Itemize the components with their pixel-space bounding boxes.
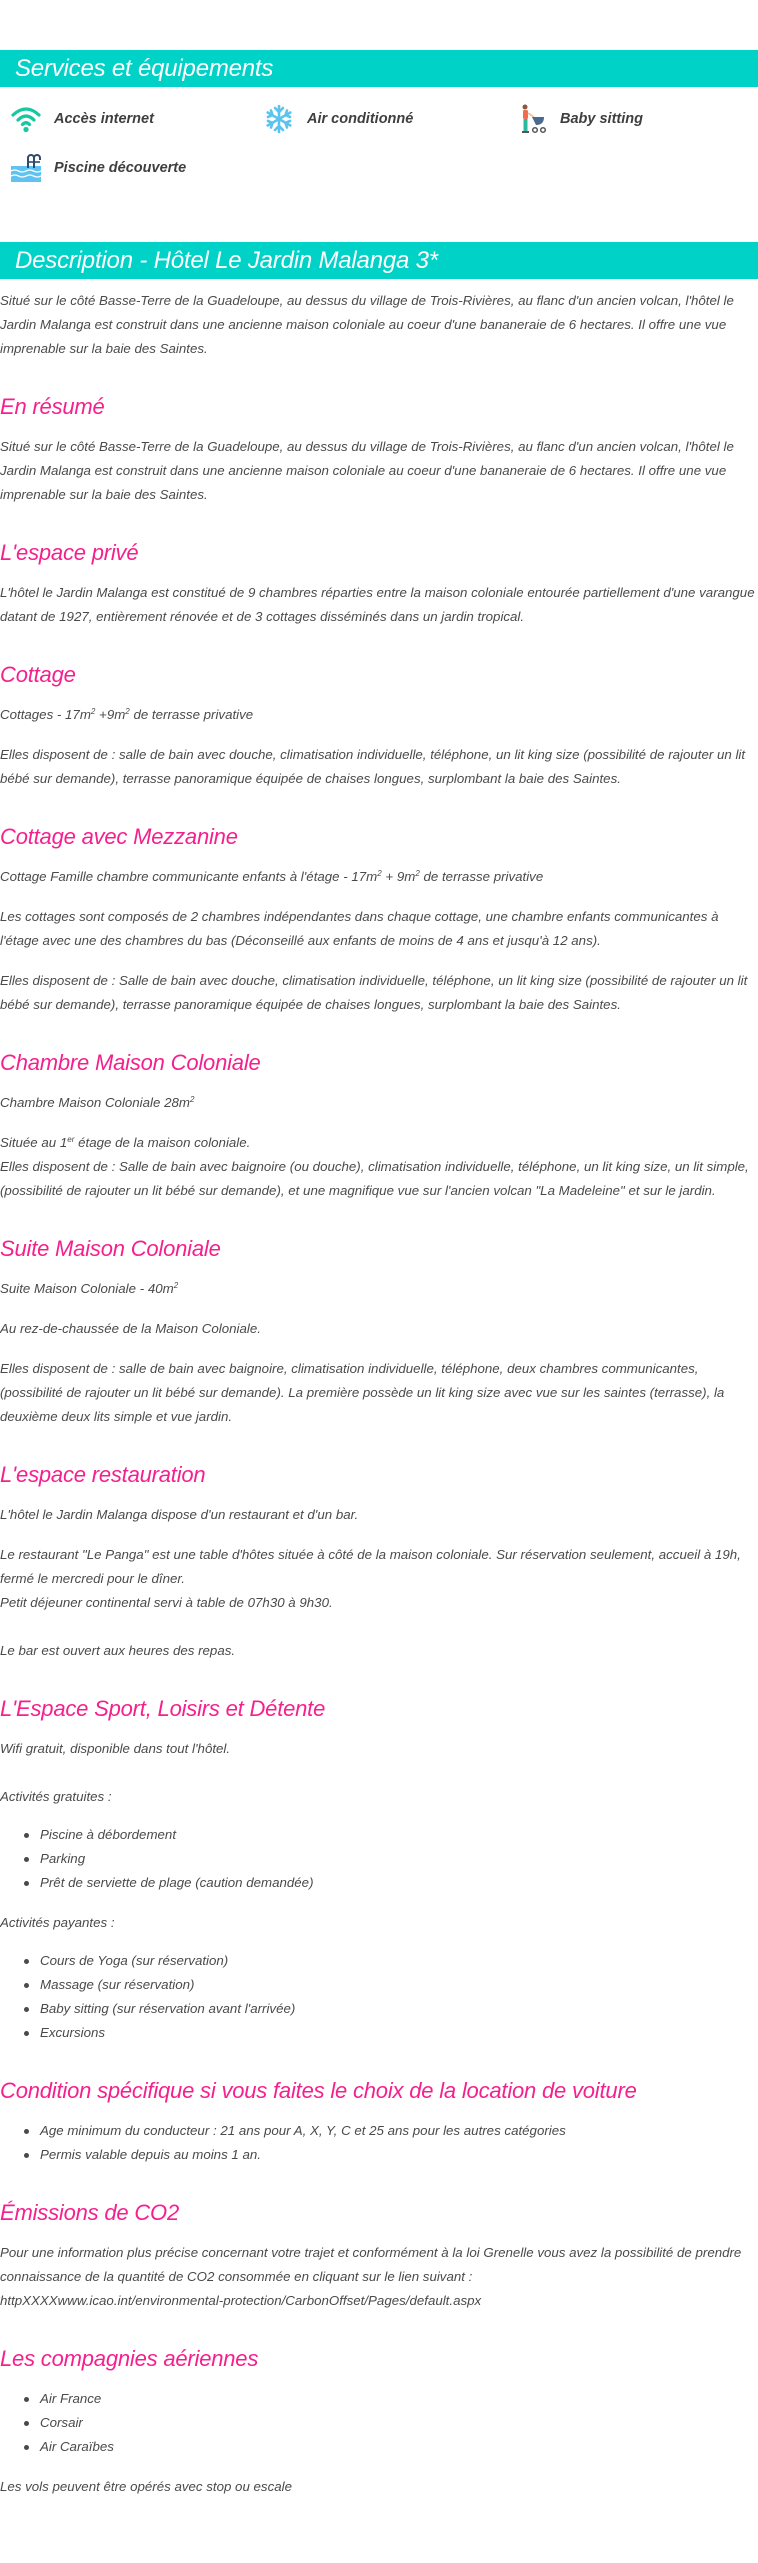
section-title-cottage-mezzanine: Cottage avec Mezzanine <box>0 824 238 849</box>
description-band: Description - Hôtel Le Jardin Malanga 3* <box>0 242 758 279</box>
list-item: Baby sitting (sur réservation avant l'arrivée) <box>24 1997 758 2021</box>
section-title-compagnies: Les compagnies aériennes <box>0 2346 259 2371</box>
description-content <box>0 289 758 2499</box>
services-grid <box>0 87 758 201</box>
compagnies-list <box>24 2387 758 2459</box>
service-baby-sitting <box>516 103 746 135</box>
snowflake-icon <box>263 103 295 135</box>
service-label: Baby sitting <box>560 111 643 127</box>
restauration-text3: Le bar est ouvert aux heures des repas. <box>0 1643 236 1658</box>
list-item: Parking <box>24 1847 758 1871</box>
sport-free-list <box>24 1823 758 1895</box>
list-item: Corsair <box>24 2411 758 2435</box>
service-label: Air conditionné <box>307 111 414 127</box>
cottage-mezzanine-text2: Elles disposent de : Salle de bain avec douche, climatisation individuelle, téléphone, un lit king size (possibilité de rajouter un lit bébé sur demande), terrasse panoramique équipée de chaises longues, surplombant la baie des Saintes. <box>0 973 748 1012</box>
service-label: Accès internet <box>54 111 154 127</box>
section-title-chambre-coloniale: Chambre Maison Coloniale <box>0 1050 261 1075</box>
restauration-text2a: Le restaurant "Le Panga" est une table d'hôtes située à côté de la maison coloniale. Sur réservation seulement, accueil à 19h, fermé le mercredi pour le dîner. <box>0 1547 741 1586</box>
list-item: Air France <box>24 2387 758 2411</box>
chambre-coloniale-size: Chambre Maison Coloniale $28m^2$ <box>0 1095 195 1110</box>
list-item: Permis valable depuis au moins 1 an. <box>24 2143 758 2167</box>
restauration-text2b: Petit déjeuner continental servi à table de 07h30 à 9h30. <box>0 1595 333 1610</box>
list-item: Piscine à débordement <box>24 1823 758 1847</box>
cottage-mezzanine-size: Cottage Famille chambre communicante enfants à l'étage - $17m^2 + 9m^2$ de terrasse privative <box>0 869 544 884</box>
location-voiture-list <box>24 2119 758 2167</box>
wifi-icon <box>10 103 42 135</box>
chambre-coloniale-text: Elles disposent de : Salle de bain avec baignoire (ou douche), climatisation individuelle, téléphone, un lit king size, un lit simple, (possibilité de rajouter un lit bébé sur demande), et une magnifique vue sur l'ancien volcan "La Madeleine" et sur le jardin. <box>0 1159 749 1198</box>
section-title-suite-coloniale: Suite Maison Coloniale <box>0 1236 221 1261</box>
section-title-restauration: L'espace restauration <box>0 1462 206 1487</box>
section-title-sport: L'Espace Sport, Loisirs et Détente <box>0 1696 326 1721</box>
sport-wifi: Wifi gratuit, disponible dans tout l'hôtel. <box>0 1741 231 1756</box>
services-band: Services et équipements <box>0 50 758 87</box>
cottage-mezzanine-text1: Les cottages sont composés de 2 chambres indépendantes dans chaque cottage, une chambre enfants communicantes à l'étage avec une des chambres du bas (Déconseillé aux enfants de moins de 4 ans et jusqu'à 12 ans). <box>0 909 719 948</box>
section-title-cottage: Cottage <box>0 662 76 687</box>
restauration-text1: L'hôtel le Jardin Malanga dispose d'un restaurant et d'un bar. <box>0 1507 359 1522</box>
section-title-resume: En résumé <box>0 394 105 419</box>
sport-paid-label: Activités payantes : <box>0 1915 115 1930</box>
resume-text: Situé sur le côté Basse-Terre de la Guadeloupe, au dessus du village de Trois-Rivières, au flanc d'un ancien volcan, l'hôtel le Jardin Malanga est construit dans une ancienne maison coloniale au coeur d'une bananeraie de 6 hectares. Il offre une vue imprenable sur la baie des Saintes. <box>0 439 734 502</box>
stroller-icon <box>516 103 548 135</box>
co2-text: Pour une information plus précise concernant votre trajet et conformément à la loi Grenelle vous avez la possibilité de prendre connaissance de la quantité de CO2 consommée en cliquant sur le lien suivant : <box>0 2245 742 2284</box>
list-item: Age minimum du conducteur : 21 ans pour A, X, Y, C et 25 ans pour les autres catégories <box>24 2119 758 2143</box>
list-item: Cours de Yoga (sur réservation) <box>24 1949 758 1973</box>
section-title-espace-prive: L'espace privé <box>0 540 139 565</box>
co2-link[interactable]: httpXXXXwww.icao.int/environmental-protection/CarbonOffset/Pages/default.aspx <box>0 2293 482 2308</box>
chambre-coloniale-floor: Située au 1er étage de la maison coloniale. <box>0 1135 251 1150</box>
suite-coloniale-size: Suite Maison Coloniale - $40m^2$ <box>0 1281 179 1296</box>
pool-icon <box>10 152 42 184</box>
service-air-conditioning <box>263 103 516 135</box>
list-item: Air Caraïbes <box>24 2435 758 2459</box>
cottage-text: Elles disposent de : salle de bain avec douche, climatisation individuelle, téléphone, un lit king size (possibilité de rajouter un lit bébé sur demande), terrasse panoramique équipée de chaises longues, surplombant la baie des Saintes. <box>0 747 746 786</box>
sport-paid-list <box>24 1949 758 2045</box>
suite-coloniale-text: Elles disposent de : salle de bain avec baignoire, climatisation individuelle, téléphone, deux chambres communicantes, (possibilité de rajouter un lit bébé sur demande). La première possède un lit king size avec vue sur les saintes (terrasse), la deuxième deux lits simple et vue jardin. <box>0 1361 725 1424</box>
compagnies-note: Les vols peuvent être opérés avec stop ou escale <box>0 2479 292 2494</box>
service-label: Piscine découverte <box>54 160 187 176</box>
list-item: Prêt de serviette de plage (caution demandée) <box>24 1871 758 1895</box>
description-intro: Situé sur le côté Basse-Terre de la Guadeloupe, au dessus du village de Trois-Rivières, au flanc d'un ancien volcan, l'hôtel le Jardin Malanga est construit dans une ancienne maison coloniale au coeur d'une bananeraie de 6 hectares. Il offre une vue imprenable sur la baie des Saintes. <box>0 293 734 356</box>
list-item: Excursions <box>24 2021 758 2045</box>
section-title-location-voiture: Condition spécifique si vous faites le choix de la location de voiture <box>0 2078 637 2103</box>
espace-prive-text: L'hôtel le Jardin Malanga est constitué de 9 chambres réparties entre la maison coloniale entourée partiellement d'une varangue datant de 1927, entièrement rénovée et de 3 cottages disséminés dans un jardin tropical. <box>0 585 755 624</box>
cottage-size: Cottages - $17m^2 +9m^2$ de terrasse privative <box>0 707 254 722</box>
service-internet <box>10 103 263 135</box>
section-title-co2: Émissions de CO2 <box>0 2200 179 2225</box>
service-pool <box>10 152 263 184</box>
sport-free-label: Activités gratuites : <box>0 1789 112 1804</box>
list-item: Massage (sur réservation) <box>24 1973 758 1997</box>
suite-coloniale-location: Au rez-de-chaussée de la Maison Coloniale. <box>0 1321 261 1336</box>
